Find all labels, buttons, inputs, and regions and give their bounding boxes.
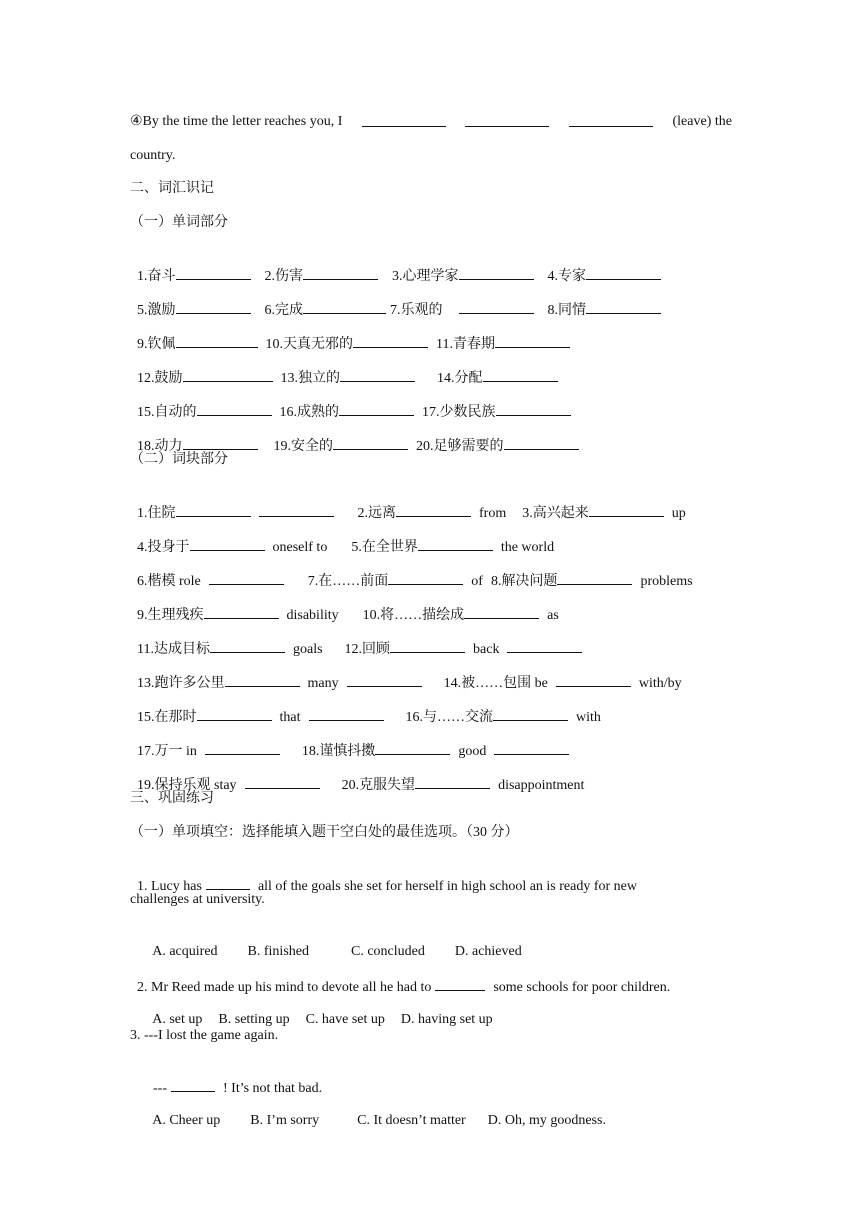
phrase-text: 18.谨慎抖擞 [301,744,376,759]
word-item: 8.同情 [547,303,586,318]
phrase-row [130,485,686,523]
blank[interactable] [507,639,582,653]
phrase-text: 7.在……前面 [307,574,389,589]
word-item: 10.天真无邪的 [265,337,353,352]
phrase-text: back [473,642,500,657]
blank[interactable] [418,537,493,551]
blank[interactable] [176,266,251,280]
blank[interactable] [589,503,664,517]
phrase-text: oneself to [272,540,328,555]
blank[interactable] [183,368,273,382]
phrase-text: disability [286,608,339,623]
blank[interactable] [390,639,465,653]
blank[interactable] [176,334,258,348]
answer-blank[interactable] [206,876,250,890]
phrase-row [130,587,559,625]
option-c[interactable]: C. It doesn’t matter [357,1113,466,1128]
word-row [130,282,661,320]
phrase-text: 4.投身于 [137,540,190,555]
subsection-title: （一）单词部分 [130,215,228,230]
blank[interactable] [459,266,534,280]
word-item: 15.自动的 [137,405,197,420]
phrase-text: 11.达成目标 [137,642,210,657]
phrase-text: 5.在全世界 [351,540,418,555]
phrase-text: 20.克服失望 [341,778,416,793]
section-title: 三、巩固练习 [130,791,214,806]
word-row [130,316,570,354]
question-2-stem [130,959,670,997]
phrase-text: many [307,676,339,691]
word-item: 6.完成 [264,303,303,318]
intro-line-2: country. [130,148,176,163]
blank[interactable] [586,300,661,314]
question-3-options [146,1094,606,1130]
blank[interactable] [176,503,251,517]
option-b[interactable]: B. I’m sorry [250,1113,320,1128]
blank[interactable] [245,775,320,789]
word-row [130,384,571,422]
question-text: some schools for poor children. [493,980,671,995]
blank[interactable] [586,266,661,280]
word-item: 1.奋斗 [137,269,176,284]
phrase-text: 2.远离 [357,506,396,521]
subsection-title: （二）词块部分 [130,452,228,467]
blank[interactable] [339,402,414,416]
phrase-text: 19.保持乐观 stay [137,778,237,793]
intro-line-1 [130,113,732,131]
phrase-row [130,519,554,557]
blank[interactable] [176,300,251,314]
phrase-text: with/by [638,676,682,691]
phrase-text: 17.万一 in [137,744,197,759]
phrase-text: of [471,574,483,589]
phrase-text: as [547,608,559,623]
blank[interactable] [557,571,632,585]
blank[interactable] [205,741,280,755]
phrase-text: from [479,506,507,521]
question-3-reply [146,1060,322,1098]
blank[interactable] [504,436,579,450]
blank[interactable] [225,673,300,687]
blank[interactable] [209,571,284,585]
blank[interactable] [556,673,631,687]
blank[interactable] [340,368,415,382]
phrase-text: 8.解决问题 [490,574,558,589]
word-item: 9.钦佩 [137,337,176,352]
blank[interactable] [415,775,490,789]
intro-text-end: (leave) the [672,114,732,129]
phrase-text: 3.高兴起来 [522,506,589,521]
question-2-options [146,993,493,1029]
word-item: 2.伤害 [264,269,303,284]
option-c[interactable]: C. concluded [351,944,425,959]
option-a[interactable]: A. Cheer up [152,1113,221,1128]
word-item: 13.独立的 [280,371,340,386]
blank[interactable] [496,402,571,416]
phrase-text: that [279,710,301,725]
phrase-text: 1.住院 [137,506,176,521]
blank[interactable] [333,436,408,450]
blank[interactable] [465,113,549,127]
phrase-row [130,655,682,693]
word-item: 4.专家 [547,269,586,284]
answer-blank[interactable] [171,1078,215,1092]
phrase-row [130,723,569,761]
blank[interactable] [483,368,558,382]
word-item: 5.激励 [137,303,176,318]
option-d[interactable]: D. achieved [454,944,522,959]
option-b[interactable]: B. finished [247,944,309,959]
phrase-row [130,621,582,659]
phrase-text: the world [500,540,555,555]
question-1-stem-cont: challenges at university. [130,892,265,907]
word-item: 18.动力 [137,439,183,454]
phrase-text: 14.被……包围 be [443,676,548,691]
section-title: 二、词汇识记 [130,181,214,196]
question-1-options [146,925,522,961]
option-c[interactable]: C. have set up [305,1012,385,1027]
blank[interactable] [210,639,285,653]
word-row [130,248,661,286]
phrase-text: 6.楷模 role [137,574,201,589]
blank[interactable] [197,707,272,721]
subsection-title: （一）单项填空：选择能填入题干空白处的最佳选项。（30 分） [130,825,519,840]
blank[interactable] [459,300,534,314]
phrase-text: 10.将……描绘成 [362,608,465,623]
blank[interactable] [396,503,471,517]
word-row [130,350,558,388]
phrase-row [130,689,601,727]
phrase-row [130,553,693,591]
blank[interactable] [388,571,463,585]
phrase-text: good [458,744,487,759]
blank[interactable] [353,334,428,348]
word-item: 3.心理学家 [392,269,459,284]
question-text: --- [153,1081,167,1096]
option-a[interactable]: A. set up [152,1012,203,1027]
blank[interactable] [494,741,569,755]
question-text: 1. Lucy has [137,879,202,894]
intro-text: ④By the time the letter reaches you, I [130,114,343,129]
blank[interactable] [303,300,386,314]
phrase-text: 15.在那时 [137,710,197,725]
question-3-stem: 3. ---I lost the game again. [130,1028,279,1043]
option-a[interactable]: A. acquired [152,944,218,959]
phrase-text: 12.回顾 [344,642,391,657]
question-text: 2. Mr Reed made up his mind to devote all he had to [137,980,432,995]
option-d[interactable]: D. Oh, my goodness. [487,1113,606,1128]
option-b[interactable]: B. setting up [218,1012,290,1027]
blank[interactable] [495,334,570,348]
phrase-text: problems [640,574,693,589]
blank[interactable] [190,537,265,551]
phrase-text: 13.跑许多公里 [137,676,225,691]
blank[interactable] [197,402,272,416]
blank[interactable] [347,673,422,687]
blank[interactable] [569,113,653,127]
blank[interactable] [493,707,568,721]
question-text: all of the goals she set for herself in high school an is ready for new [257,879,637,894]
word-item: 20.足够需要的 [416,439,504,454]
blank[interactable] [309,707,384,721]
phrase-text: goals [292,642,323,657]
phrase-text: 16.与……交流 [405,710,493,725]
option-d[interactable]: D. having set up [400,1012,493,1027]
blank[interactable] [375,741,450,755]
word-item: 17.少数民族 [422,405,496,420]
phrase-text: disappointment [498,778,585,793]
blank[interactable] [362,113,446,127]
blank[interactable] [259,503,334,517]
answer-blank[interactable] [435,977,485,991]
blank[interactable] [204,605,279,619]
phrase-text: 9.生理残疾 [137,608,204,623]
word-item: 12.鼓励 [137,371,183,386]
blank[interactable] [183,436,258,450]
blank[interactable] [464,605,539,619]
question-text: ! It’s not that bad. [223,1081,323,1096]
word-item: 19.安全的 [273,439,333,454]
word-item: 14.分配 [437,371,483,386]
word-item: 16.成熟的 [279,405,339,420]
word-item: 7.乐观的 [390,303,443,318]
phrase-text: up [671,506,686,521]
blank[interactable] [303,266,378,280]
phrase-text: with [576,710,601,725]
word-item: 11.青春期 [436,337,495,352]
